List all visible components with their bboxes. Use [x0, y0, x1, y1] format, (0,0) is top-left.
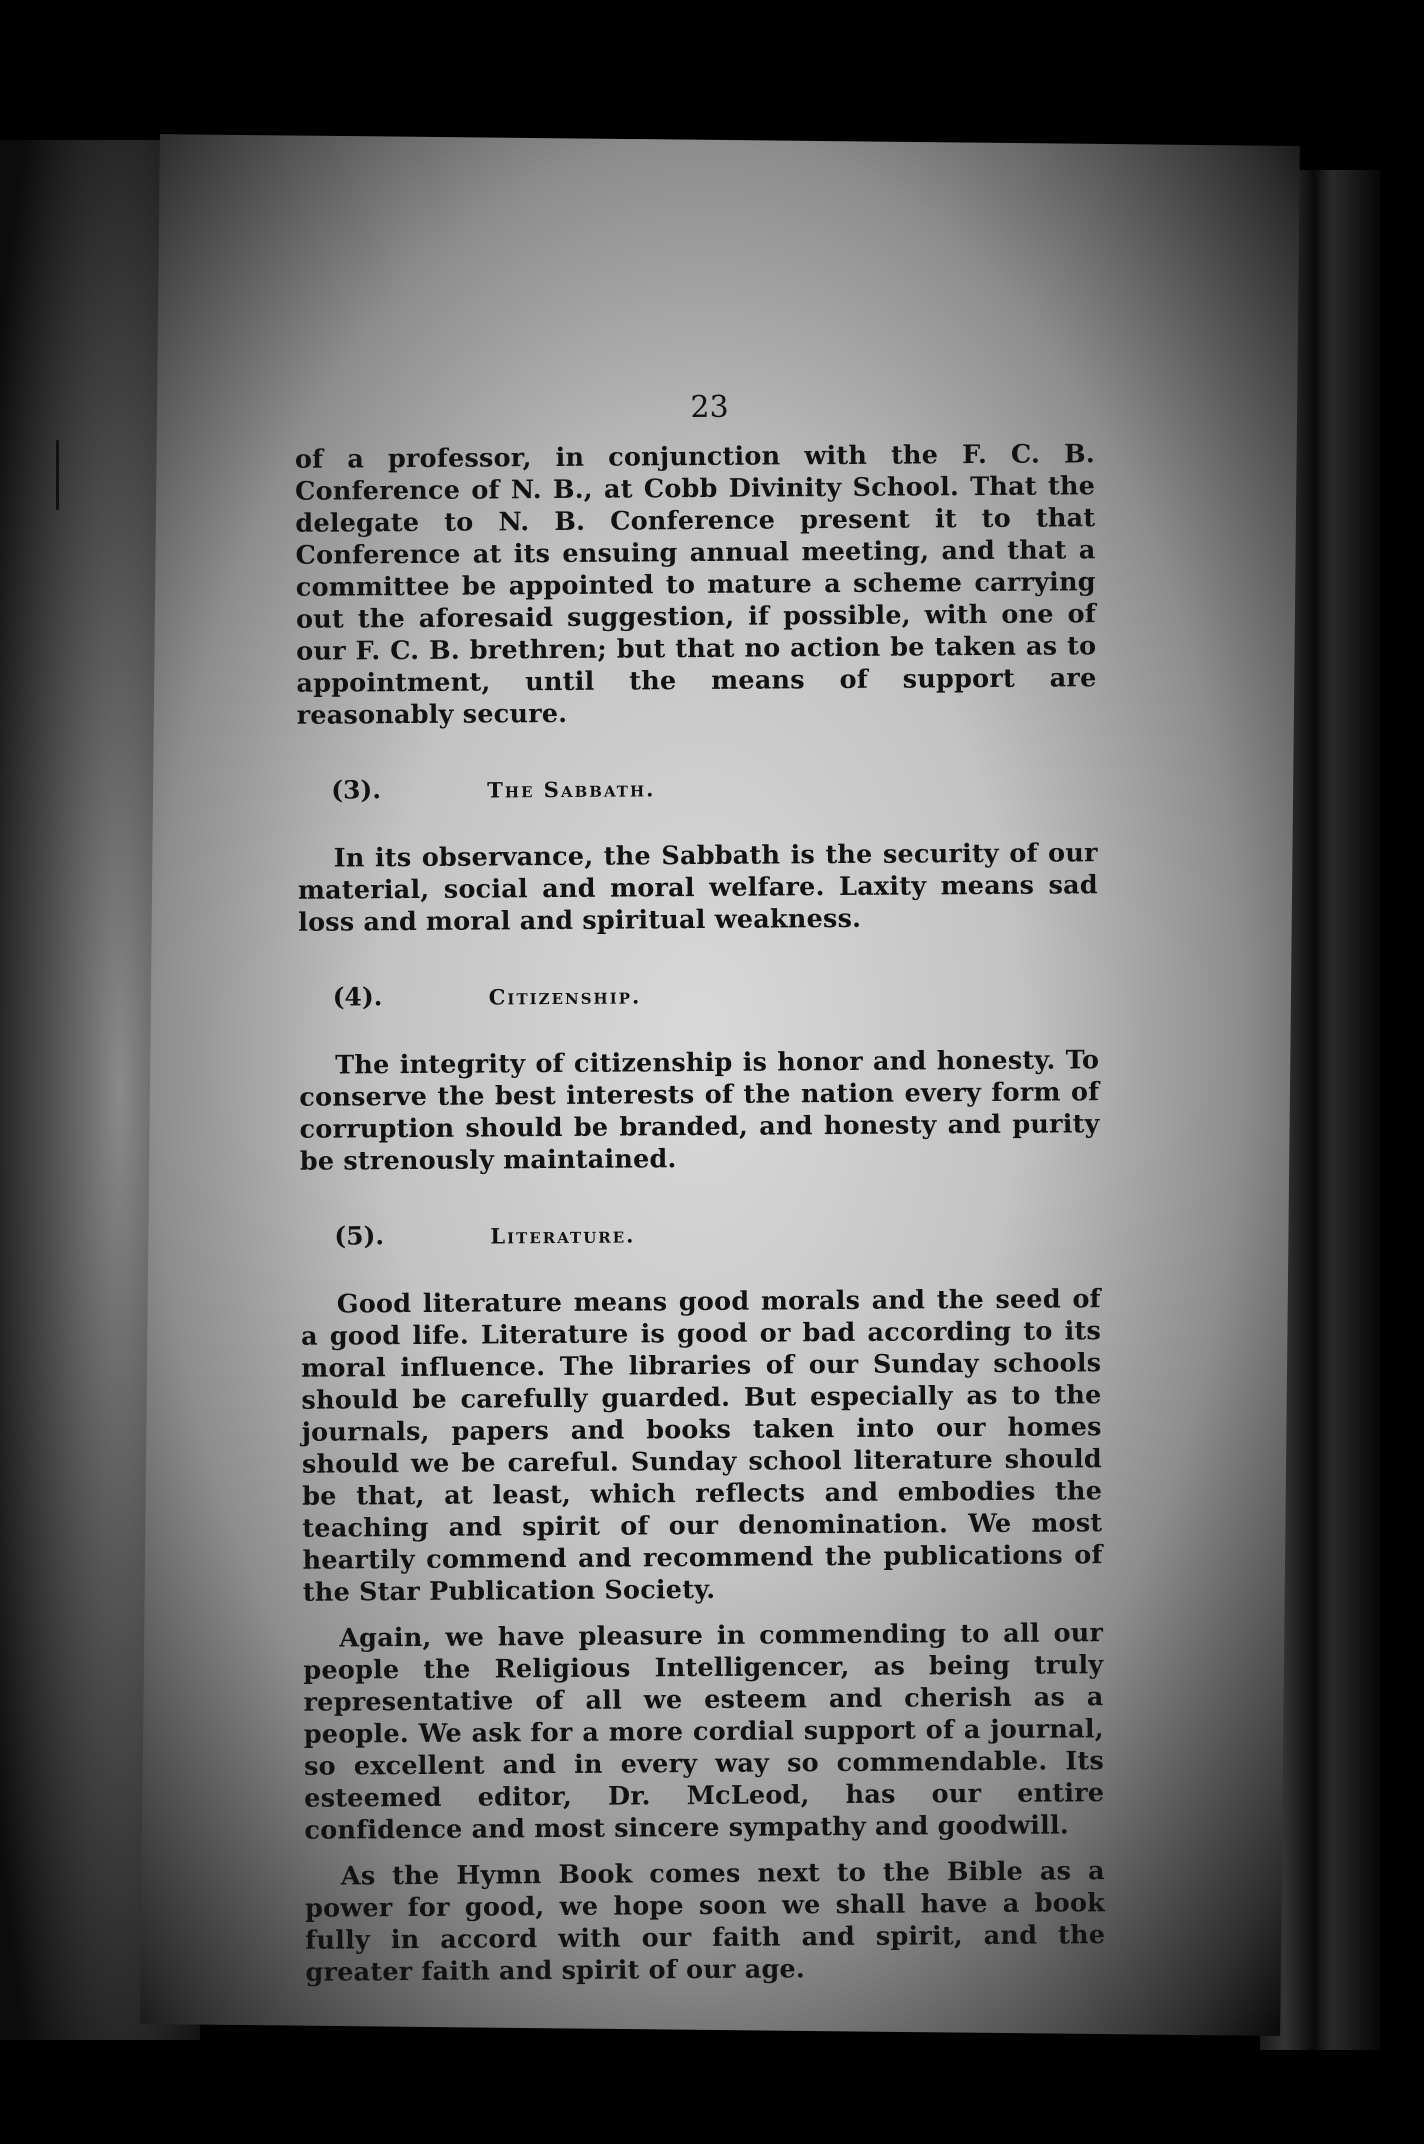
- section-heading-literature: [300, 1216, 1100, 1251]
- literature-paragraph: Good literature means good morals and the seed of a good life. Literature is good or bad according to its moral influence. The libraries of our Sunday schools should be carefully guarded. But especially as to the journals, papers and books taken into our homes should we be careful. Sunday school literature should be that, at least, which reflects and embodies the teaching and spirit of our denomination. We most heartily commend and recommend the publications of the Star Publication Society.: [300, 1284, 1103, 1608]
- opening-paragraph: of a professor, in conjunction with the F. C. B. Conference of N. B., at Cobb Divinity School. That the delegate to N. B. Conference present it to that Conference at its ensuing annual meeting, and that a committee be appointed to mature a scheme carrying out the aforesaid suggestion, if possible, with one of our F. C. B. brethren; but that no action be taken as to appointment, until the means of support are reasonably secure.: [294, 439, 1097, 731]
- hymn-book-paragraph: As the Hymn Book comes next to the Bible as a power for good, we hope soon we shall have a book fully in accord with our faith and spirit, and the greater faith and spirit of our age.: [304, 1856, 1106, 1988]
- citizenship-paragraph: The integrity of citizenship is honor and honesty. To conserve the best interests of the nation every form of corruption should be branded, and honesty and purity be strenously maintained.: [299, 1045, 1100, 1177]
- section-number: (3).: [331, 775, 382, 805]
- section-title: Literature.: [490, 1222, 636, 1249]
- page-text: [294, 387, 1105, 1989]
- section-heading-citizenship: [299, 977, 1099, 1012]
- page-number: 23: [690, 389, 729, 426]
- sabbath-paragraph: In its observance, the Sabbath is the security of our material, social and moral welfare. Laxity means sad loss and moral and spiritual weakness.: [297, 838, 1099, 938]
- section-number: (4).: [332, 982, 383, 1012]
- intelligencer-paragraph: Again, we have pleasure in commending to all our people the Religious Intelligencer, as being truly representative of all we esteem and cherish as a people. We ask for a more cordial support of a journal, so excellent and in every way so commendable. Its esteemed editor, Dr. McLeod, has our entire confidence and most sincere sympathy and goodwill.: [303, 1618, 1105, 1846]
- section-heading-sabbath: [297, 770, 1097, 805]
- section-title: The Sabbath.: [487, 776, 656, 803]
- margin-mark: [56, 440, 59, 510]
- section-number: (5).: [334, 1221, 385, 1251]
- section-title: Citizenship.: [488, 983, 642, 1010]
